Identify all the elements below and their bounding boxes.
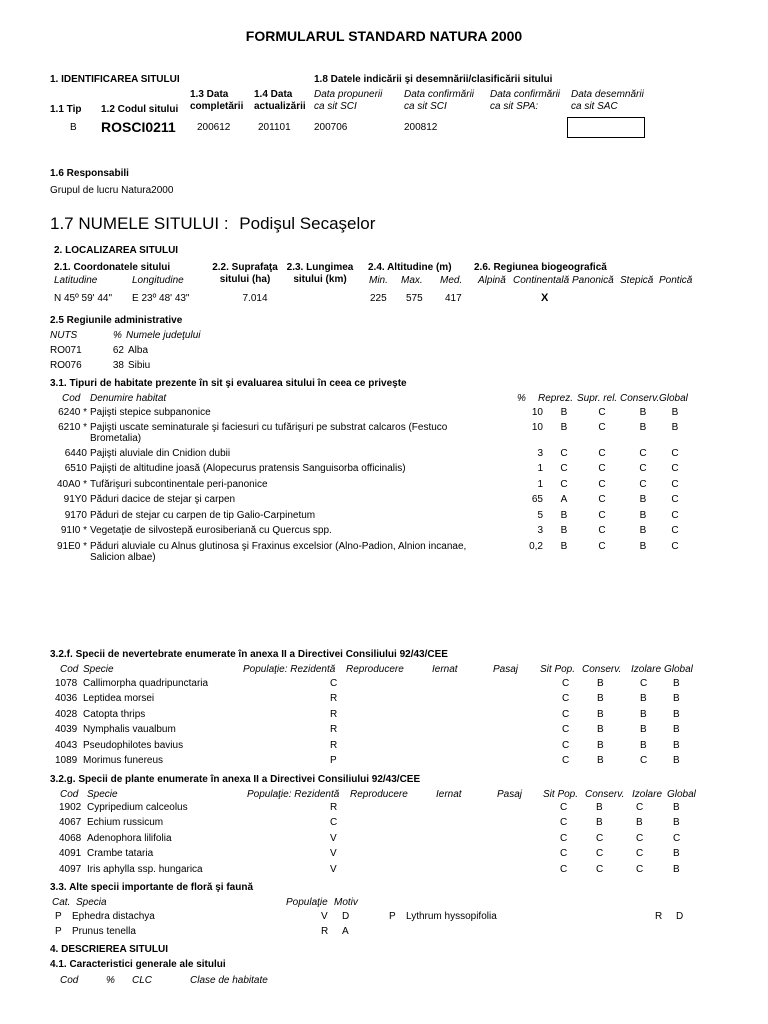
species-conserv: B bbox=[597, 693, 604, 704]
value-suprafata: 7.014 bbox=[242, 293, 268, 304]
habitat-header-reprez: Reprez. bbox=[538, 393, 574, 404]
species-rezidenta: R bbox=[330, 802, 338, 813]
other-row-specia: Lythrum hyssopifolia bbox=[406, 911, 497, 922]
label-stepica: Stepică bbox=[620, 275, 654, 286]
admin-header-nuts: NUTS bbox=[50, 330, 78, 341]
other-row-cat: P bbox=[55, 926, 62, 937]
species-global: B bbox=[673, 755, 680, 766]
species-global: B bbox=[673, 693, 680, 704]
label-max: Max. bbox=[401, 275, 423, 286]
other-row-pop: R bbox=[321, 926, 329, 937]
label-cod: 1.2 Codul sitului bbox=[101, 104, 179, 115]
habitat-header-denumire: Denumire habitat bbox=[90, 393, 167, 404]
site-name-value: Podişul Secaşelor bbox=[239, 214, 376, 233]
habitat-global: C bbox=[671, 448, 679, 459]
invert-header-pop: Populaţie: Rezidentă bbox=[243, 664, 336, 675]
value-med: 417 bbox=[445, 293, 462, 304]
habitat-supr: C bbox=[598, 494, 606, 505]
habitat-reprez: B bbox=[560, 422, 568, 433]
species-izolare: C bbox=[636, 864, 644, 875]
label-nevertebrate: 3.2.f. Specii de nevertebrate enumerate în anexa II a Directivei Consiliului 92/43/CEE bbox=[50, 649, 448, 660]
habitat-cod: 6510 bbox=[64, 463, 87, 474]
admin-row-pct: 62 bbox=[112, 345, 124, 356]
species-name: Leptidea morsei bbox=[83, 693, 155, 704]
label-tip: 1.1 Tip bbox=[50, 104, 82, 115]
admin-row-judet: Sibiu bbox=[128, 360, 151, 371]
species-global: C bbox=[673, 833, 681, 844]
habitat-header-supr: Supr. rel. bbox=[577, 393, 618, 404]
habitat-pct: 1 bbox=[537, 479, 543, 490]
invert-header-specie: Specie bbox=[83, 664, 114, 675]
species-name: Echium russicum bbox=[87, 817, 164, 828]
admin-header-pct: % bbox=[113, 330, 122, 341]
label-data-confirmarii-spa-1: Data confirmării bbox=[490, 89, 561, 100]
plants-header-pop: Populaţie: Rezidentă bbox=[247, 789, 340, 800]
plants-header-specie: Specie bbox=[87, 789, 118, 800]
habitat-global: C bbox=[671, 510, 679, 521]
species-name: Nymphalis vaualbum bbox=[83, 724, 176, 735]
habitat-pct: 3 bbox=[537, 448, 543, 459]
habitat-reprez: C bbox=[560, 463, 568, 474]
habitat-conserv: B bbox=[639, 525, 647, 536]
label-regiunile-administrative: 2.5 Regiunile administrative bbox=[50, 315, 183, 326]
habitat-denumire: Pajişti de altitudine joasă (Alopecurus pratensis Sanguisorba officinalis) bbox=[90, 463, 406, 474]
value-data-confirmarii-sci: 200812 bbox=[404, 122, 438, 133]
label-data-propunerii-1: Data propunerii bbox=[314, 89, 383, 100]
habitat-reprez: C bbox=[560, 479, 568, 490]
species-cod: 1089 bbox=[55, 755, 78, 766]
other-row-pop: R bbox=[655, 911, 663, 922]
invert-header-conserv: Conserv. bbox=[582, 664, 622, 675]
habitat-denumire-cont: Salicion albae) bbox=[90, 552, 156, 563]
habitat-global: C bbox=[671, 463, 679, 474]
species-izolare: C bbox=[636, 833, 644, 844]
species-rezidenta: R bbox=[330, 693, 338, 704]
species-izolare: B bbox=[640, 693, 647, 704]
other-row-specia: Ephedra distachya bbox=[72, 911, 155, 922]
species-rezidenta: V bbox=[330, 833, 337, 844]
habitat-reprez: B bbox=[560, 525, 568, 536]
habitat-cod: 9170 bbox=[64, 510, 87, 521]
label-data-completarii-2: completării bbox=[190, 101, 244, 112]
species-conserv: B bbox=[597, 709, 604, 720]
value-data-actualizarii: 201101 bbox=[258, 122, 291, 133]
admin-row-nuts: RO071 bbox=[50, 345, 82, 356]
invert-header-iernat: Iernat bbox=[432, 664, 458, 675]
species-global: B bbox=[673, 848, 680, 859]
species-izolare: C bbox=[636, 802, 644, 813]
species-rezidenta: C bbox=[330, 817, 338, 828]
plants-header-iernat: Iernat bbox=[436, 789, 462, 800]
habitat-reprez: A bbox=[560, 494, 568, 505]
species-conserv: C bbox=[596, 864, 604, 875]
admin-row-nuts: RO076 bbox=[50, 360, 82, 371]
site-name-label: 1.7 NUMELE SITULUI : bbox=[50, 214, 229, 233]
desc-header-clase: Clase de habitate bbox=[190, 975, 268, 986]
habitat-header-conserv: Conserv. bbox=[620, 393, 660, 404]
admin-header-judet: Numele judeţului bbox=[126, 330, 201, 341]
value-continental-mark: X bbox=[541, 292, 549, 304]
invert-header-reproducere: Reproducere bbox=[346, 664, 404, 675]
plants-header-reproducere: Reproducere bbox=[350, 789, 408, 800]
label-alte-specii: 3.3. Alte specii importante de floră şi faună bbox=[50, 882, 254, 893]
species-name: Catopta thrips bbox=[83, 709, 146, 720]
habitat-reprez: B bbox=[560, 407, 568, 418]
habitat-cod: 91Y0 bbox=[63, 494, 87, 505]
label-continentala: Continentală bbox=[513, 275, 570, 286]
label-data-desemnarii-2: ca sit SAC bbox=[571, 101, 618, 112]
species-izolare: C bbox=[636, 848, 644, 859]
label-date-indicare: 1.8 Datele indicării şi desemnării/clasificării sitului bbox=[314, 74, 553, 85]
species-conserv: B bbox=[596, 817, 603, 828]
species-rezidenta: C bbox=[330, 678, 338, 689]
habitat-denumire: Tufărişuri subcontinentale peri-panonice bbox=[90, 479, 268, 490]
habitat-reprez: B bbox=[560, 541, 568, 552]
species-rezidenta: R bbox=[330, 709, 338, 720]
species-name: Crambe tataria bbox=[87, 848, 154, 859]
label-panonica: Panonică bbox=[572, 275, 614, 286]
admin-row-judet: Alba bbox=[128, 345, 149, 356]
species-global: B bbox=[673, 724, 680, 735]
label-med: Med. bbox=[440, 275, 463, 286]
plants-header-pasaj: Pasaj bbox=[497, 789, 523, 800]
habitat-pct: 65 bbox=[531, 494, 543, 505]
habitat-conserv: B bbox=[639, 494, 647, 505]
invert-header-global: Global bbox=[664, 664, 693, 675]
habitat-denumire: Pajişti stepice subpanonice bbox=[90, 407, 211, 418]
section-identification: 1. IDENTIFICAREA SITULUI bbox=[50, 74, 180, 85]
habitat-conserv: C bbox=[639, 479, 647, 490]
habitat-pct: 0,2 bbox=[529, 541, 543, 552]
section-localization: 2. LOCALIZAREA SITULUI bbox=[54, 245, 179, 256]
label-data-actualizarii-2: actualizării bbox=[254, 101, 306, 112]
habitat-global: C bbox=[671, 494, 679, 505]
value-cod: ROSCI0211 bbox=[101, 119, 176, 135]
label-caracteristici: 4.1. Caracteristici generale ale sitului bbox=[50, 959, 226, 970]
label-data-confirmarii-sci-1: Data confirmării bbox=[404, 89, 475, 100]
label-plante: 3.2.g. Specii de plante enumerate în anexa II a Directivei Consiliului 92/43/CEE bbox=[50, 774, 421, 785]
label-min: Min. bbox=[369, 275, 388, 286]
species-cod: 4067 bbox=[59, 817, 82, 828]
label-coordonate: 2.1. Coordonatele sitului bbox=[54, 262, 171, 273]
plants-header-cod: Cod bbox=[60, 789, 79, 800]
habitat-supr: C bbox=[598, 407, 606, 418]
species-cod: 4036 bbox=[55, 693, 78, 704]
habitat-denumire: Pajişti uscate seminaturale şi faciesuri cu tufărişuri pe substrat calcaros (Festuco bbox=[90, 422, 448, 433]
species-sitpop: C bbox=[560, 802, 568, 813]
other-row-motiv: D bbox=[342, 911, 350, 922]
species-name: Morimus funereus bbox=[83, 755, 164, 766]
habitat-supr: C bbox=[598, 422, 606, 433]
label-lungimea-2: sitului (km) bbox=[293, 274, 347, 285]
invert-header-pasaj: Pasaj bbox=[493, 664, 519, 675]
habitat-cod: 91I0 * bbox=[60, 525, 87, 536]
invert-header-izolare: Izolare bbox=[631, 664, 662, 675]
other-row-motiv: A bbox=[342, 926, 349, 937]
species-rezidenta: V bbox=[330, 848, 337, 859]
habitat-header-pct: % bbox=[517, 393, 526, 404]
label-altitudine: 2.4. Altitudine (m) bbox=[368, 262, 452, 273]
species-izolare: C bbox=[640, 678, 648, 689]
species-izolare: B bbox=[640, 724, 647, 735]
habitat-conserv: C bbox=[639, 463, 647, 474]
habitat-pct: 10 bbox=[531, 422, 543, 433]
habitat-conserv: B bbox=[639, 407, 647, 418]
value-data-completarii: 200612 bbox=[197, 122, 231, 133]
other-row-pop: V bbox=[321, 911, 328, 922]
habitat-pct: 1 bbox=[537, 463, 543, 474]
data-sac-box bbox=[567, 117, 645, 138]
desc-header-clc: CLC bbox=[132, 975, 153, 986]
value-max: 575 bbox=[406, 293, 423, 304]
other-row-motiv: D bbox=[676, 911, 684, 922]
habitat-denumire-cont: Brometalia) bbox=[90, 433, 142, 444]
species-cod: 4097 bbox=[59, 864, 82, 875]
habitat-supr: C bbox=[598, 463, 606, 474]
species-name: Pseudophilotes bavius bbox=[83, 740, 184, 751]
species-name: Cypripedium calceolus bbox=[87, 802, 188, 813]
species-global: B bbox=[673, 802, 680, 813]
label-pontica: Pontică bbox=[659, 275, 693, 286]
species-izolare: C bbox=[640, 755, 648, 766]
habitat-supr: C bbox=[598, 479, 606, 490]
value-data-propunerii: 200706 bbox=[314, 122, 348, 133]
page-title: FORMULARUL STANDARD NATURA 2000 bbox=[245, 28, 523, 44]
species-cod: 4039 bbox=[55, 724, 78, 735]
plants-header-conserv: Conserv. bbox=[585, 789, 625, 800]
species-conserv: B bbox=[597, 740, 604, 751]
species-sitpop: C bbox=[560, 864, 568, 875]
habitat-cod: 91E0 * bbox=[56, 541, 87, 552]
species-cod: 4091 bbox=[59, 848, 82, 859]
habitat-global: B bbox=[671, 407, 679, 418]
label-data-desemnarii-1: Data desemnării bbox=[571, 89, 644, 100]
species-cod: 1902 bbox=[59, 802, 82, 813]
label-longitudine: Longitudine bbox=[132, 275, 184, 286]
species-rezidenta: R bbox=[330, 740, 338, 751]
admin-row-pct: 38 bbox=[112, 360, 124, 371]
label-data-completarii-1: 1.3 Data bbox=[190, 89, 229, 100]
plants-header-izolare: Izolare bbox=[632, 789, 663, 800]
label-responsabili: 1.6 Responsabili bbox=[50, 168, 129, 179]
habitat-denumire: Păduri dacice de stejar şi carpen bbox=[90, 494, 236, 505]
label-latitudine: Latitudine bbox=[54, 275, 98, 286]
habitat-pct: 5 bbox=[537, 510, 543, 521]
label-suprafata-1: 2.2. Suprafaţa bbox=[212, 262, 278, 273]
habitat-denumire: Vegetaţie de silvostepă eurosiberiană cu Quercus spp. bbox=[90, 525, 332, 536]
species-name: Iris aphylla ssp. hungarica bbox=[87, 864, 203, 875]
habitat-cod: 6210 * bbox=[58, 422, 87, 433]
habitat-cod: 6440 bbox=[64, 448, 87, 459]
habitat-global: C bbox=[671, 479, 679, 490]
species-conserv: B bbox=[597, 755, 604, 766]
habitat-reprez: C bbox=[560, 448, 568, 459]
habitat-reprez: B bbox=[560, 510, 568, 521]
species-cod: 1078 bbox=[55, 678, 78, 689]
species-name: Adenophora lilifolia bbox=[87, 833, 172, 844]
other-header-cat: Cat. bbox=[52, 897, 71, 908]
species-sitpop: C bbox=[562, 709, 570, 720]
habitat-header-cod: Cod bbox=[62, 393, 81, 404]
desc-header-cod: Cod bbox=[60, 975, 79, 986]
habitat-pct: 10 bbox=[531, 407, 543, 418]
species-sitpop: C bbox=[562, 693, 570, 704]
species-cod: 4043 bbox=[55, 740, 78, 751]
habitat-denumire: Păduri aluviale cu Alnus glutinosa şi Fraxinus excelsior (Alno-Padion, Alnion incanae, bbox=[90, 541, 467, 552]
other-row-cat: P bbox=[389, 911, 396, 922]
species-conserv: C bbox=[596, 848, 604, 859]
species-conserv: B bbox=[597, 678, 604, 689]
site-name-heading bbox=[50, 214, 375, 234]
species-sitpop: C bbox=[562, 678, 570, 689]
other-header-motiv: Motiv bbox=[334, 897, 358, 908]
species-sitpop: C bbox=[562, 755, 570, 766]
label-data-propunerii-2: ca sit SCI bbox=[314, 101, 357, 112]
species-rezidenta: R bbox=[330, 724, 338, 735]
species-conserv: C bbox=[596, 833, 604, 844]
value-longitudine: E 23º 48' 43" bbox=[132, 293, 190, 304]
species-name: Callimorpha quadripunctaria bbox=[83, 678, 209, 689]
habitat-cod: 40A0 * bbox=[56, 479, 87, 490]
habitat-global: C bbox=[671, 525, 679, 536]
species-global: B bbox=[673, 709, 680, 720]
species-global: B bbox=[673, 817, 680, 828]
label-data-confirmarii-sci-2: ca sit SCI bbox=[404, 101, 447, 112]
species-sitpop: C bbox=[562, 740, 570, 751]
other-header-specia: Specia bbox=[76, 897, 107, 908]
species-sitpop: C bbox=[562, 724, 570, 735]
section-descriere: 4. DESCRIEREA SITULUI bbox=[50, 944, 168, 955]
other-row-specia: Prunus tenella bbox=[72, 926, 136, 937]
label-data-actualizarii-1: 1.4 Data bbox=[254, 89, 293, 100]
species-cod: 4028 bbox=[55, 709, 78, 720]
habitat-global: C bbox=[671, 541, 679, 552]
species-global: B bbox=[673, 678, 680, 689]
label-habitate: 3.1. Tipuri de habitate prezente în sit şi evaluarea sitului în ceea ce priveşte bbox=[50, 378, 407, 389]
habitat-supr: C bbox=[598, 525, 606, 536]
habitat-header-global: Global bbox=[659, 393, 688, 404]
habitat-conserv: B bbox=[639, 541, 647, 552]
invert-header-cod: Cod bbox=[60, 664, 79, 675]
habitat-supr: C bbox=[598, 448, 606, 459]
species-global: B bbox=[673, 740, 680, 751]
species-rezidenta: V bbox=[330, 864, 337, 875]
habitat-denumire: Pajişti aluviale din Cnidion dubii bbox=[90, 448, 231, 459]
habitat-conserv: B bbox=[639, 422, 647, 433]
value-responsabili: Grupul de lucru Natura2000 bbox=[50, 185, 174, 196]
value-min: 225 bbox=[370, 293, 387, 304]
species-izolare: B bbox=[640, 709, 647, 720]
species-sitpop: C bbox=[560, 833, 568, 844]
label-alpina: Alpină bbox=[478, 275, 506, 286]
species-cod: 4068 bbox=[59, 833, 82, 844]
habitat-denumire: Păduri de stejar cu carpen de tip Galio-Carpinetum bbox=[90, 510, 316, 521]
habitat-supr: C bbox=[598, 541, 606, 552]
habitat-supr: C bbox=[598, 510, 606, 521]
label-regiunea: 2.6. Regiunea biogeografică bbox=[474, 262, 607, 273]
habitat-conserv: B bbox=[639, 510, 647, 521]
habitat-pct: 3 bbox=[537, 525, 543, 536]
species-izolare: B bbox=[640, 740, 647, 751]
label-lungimea-1: 2.3. Lungimea bbox=[286, 262, 354, 273]
other-header-pop: Populaţie bbox=[286, 897, 328, 908]
plants-header-sitpop: Sit Pop. bbox=[543, 789, 579, 800]
invert-header-sitpop: Sit Pop. bbox=[540, 664, 576, 675]
species-sitpop: C bbox=[560, 848, 568, 859]
value-latitudine: N 45º 59' 44" bbox=[54, 293, 113, 304]
species-sitpop: C bbox=[560, 817, 568, 828]
label-suprafata-2: sitului (ha) bbox=[219, 274, 271, 285]
other-row-cat: P bbox=[55, 911, 62, 922]
habitat-conserv: C bbox=[639, 448, 647, 459]
plants-header-global: Global bbox=[667, 789, 696, 800]
species-conserv: B bbox=[597, 724, 604, 735]
species-conserv: B bbox=[596, 802, 603, 813]
species-izolare: B bbox=[636, 817, 643, 828]
habitat-global: B bbox=[671, 422, 679, 433]
species-rezidenta: P bbox=[330, 755, 337, 766]
habitat-cod: 6240 * bbox=[58, 407, 87, 418]
desc-header-pct: % bbox=[106, 975, 115, 986]
label-data-confirmarii-spa-2: ca sit SPA: bbox=[490, 101, 539, 112]
value-tip: B bbox=[70, 122, 77, 133]
species-global: B bbox=[673, 864, 680, 875]
